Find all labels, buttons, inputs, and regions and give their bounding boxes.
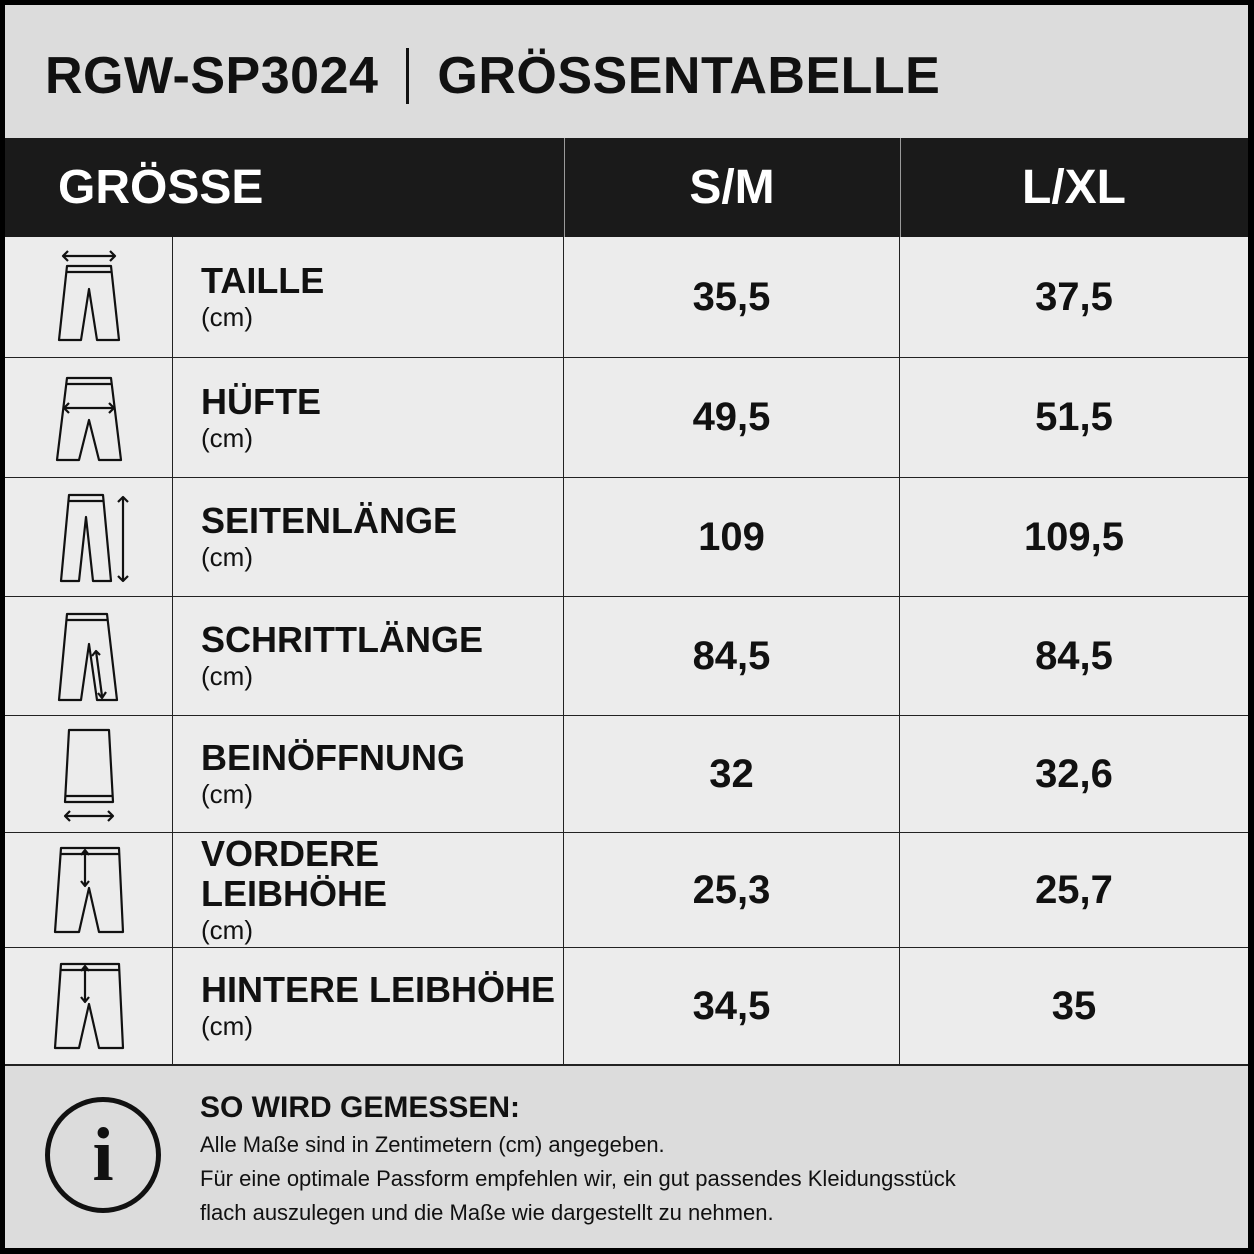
- size-header-label: GRÖSSE: [58, 161, 264, 214]
- info-title: SO WIRD GEMESSEN:: [200, 1091, 521, 1124]
- table-header: [5, 138, 1248, 237]
- value-lxl: 109,5: [1023, 514, 1125, 559]
- row-label: HÜFTE: [201, 380, 321, 422]
- row-unit: (cm): [201, 779, 253, 809]
- side-length-measure-icon: [39, 487, 139, 587]
- value-lxl: 51,5: [1035, 395, 1113, 439]
- value-sm: 49,5: [564, 358, 900, 477]
- page-title: [45, 41, 940, 111]
- row-unit: (cm): [201, 302, 253, 332]
- front-rise-measure-icon: [39, 840, 139, 940]
- row-unit: (cm): [201, 1011, 253, 1041]
- value-lxl: 32,6: [1035, 751, 1113, 796]
- product-sku: RGW-SP3024: [45, 47, 379, 105]
- value-sm: 32: [564, 716, 900, 832]
- info-line: Für eine optimale Passform empfehlen wir, ein gut passendes Kleidungsstück: [200, 1166, 956, 1191]
- value-lxl: 35: [1051, 983, 1097, 1028]
- value-sm: 35,5: [564, 237, 900, 357]
- row-label: HINTERE LEIBHÖHE: [201, 969, 556, 1010]
- table-row: [5, 358, 1248, 478]
- row-unit: (cm): [201, 542, 253, 572]
- measurement-info: [5, 1064, 1248, 1248]
- header: [5, 5, 1248, 138]
- back-rise-measure-icon: [39, 956, 139, 1056]
- inseam-measure-icon: [39, 606, 139, 706]
- value-lxl: 25,7: [1035, 867, 1113, 912]
- column-header-lxl: L/XL: [1022, 161, 1126, 214]
- table-row: [5, 597, 1248, 716]
- value-sm: 84,5: [564, 597, 900, 715]
- row-label: SEITENLÄNGE: [201, 500, 458, 541]
- table-row: [5, 716, 1248, 833]
- info-line: Alle Maße sind in Zentimetern (cm) angegeben.: [200, 1132, 665, 1157]
- leg-opening-measure-icon: [39, 724, 139, 824]
- row-label: VORDERE LEIBHÖHE: [201, 833, 388, 914]
- title-divider: [406, 48, 409, 104]
- waist-measure-icon: [39, 247, 139, 347]
- row-label: BEINÖFFNUNG: [201, 737, 465, 778]
- table-row: [5, 478, 1248, 597]
- row-unit: (cm): [201, 915, 253, 945]
- table-row: [5, 948, 1248, 1064]
- row-label: TAILLE: [201, 260, 325, 301]
- value-sm: 25,3: [564, 833, 900, 947]
- value-lxl: 84,5: [1035, 633, 1113, 678]
- info-icon: i: [45, 1097, 161, 1213]
- hip-measure-icon: [39, 368, 139, 468]
- value-lxl: 37,5: [1035, 274, 1113, 319]
- chart-title: GRÖSSENTABELLE: [437, 47, 941, 105]
- table-row: [5, 833, 1248, 948]
- info-line: flach auszulegen und die Maße wie dargestellt zu nehmen.: [200, 1200, 774, 1225]
- row-unit: (cm): [201, 422, 253, 453]
- value-sm: 109: [564, 478, 900, 596]
- column-header-sm: S/M: [689, 161, 775, 214]
- row-unit: (cm): [201, 661, 253, 691]
- table-row: [5, 237, 1248, 358]
- value-sm: 34,5: [564, 948, 900, 1064]
- size-chart: [5, 5, 1248, 1248]
- row-label: SCHRITTLÄNGE: [201, 619, 483, 660]
